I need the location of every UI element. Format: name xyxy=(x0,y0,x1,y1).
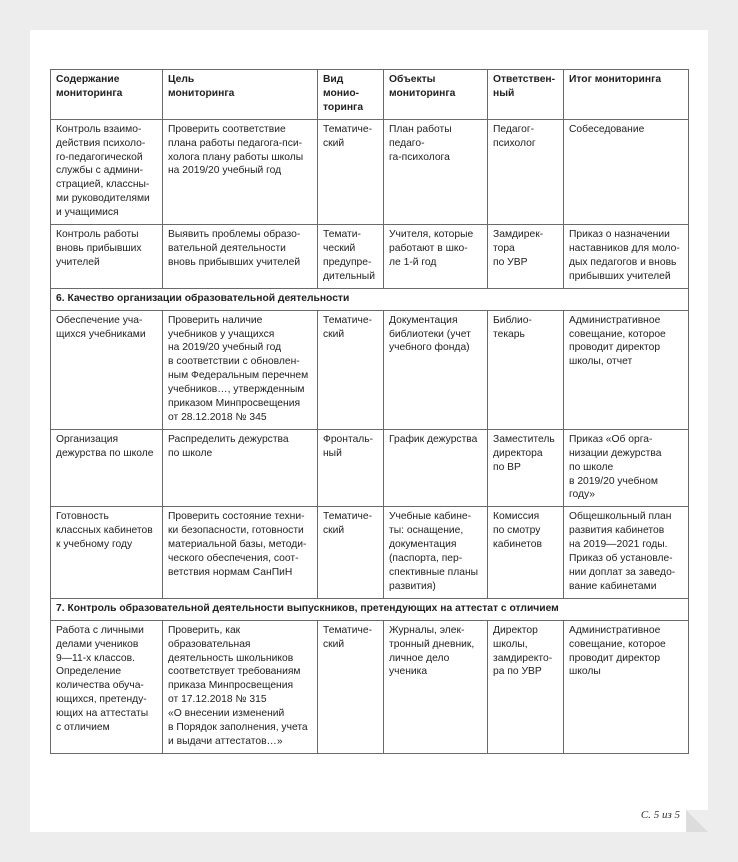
cell-line: дительный xyxy=(323,270,375,282)
header-line: Итог мониторинга xyxy=(569,74,662,85)
cell-line: Библио- xyxy=(493,314,532,326)
header-line: мониторинга xyxy=(168,87,235,99)
header-line: Вид монио- xyxy=(323,74,360,99)
header-line: торинга xyxy=(323,101,364,113)
cell-line: вательной деятельности xyxy=(168,242,286,254)
cell-line: (паспорта, пер- xyxy=(389,553,463,565)
cell-line: Проверить состояние техни- xyxy=(168,511,305,523)
cell-line: вновь прибывших учителей xyxy=(168,256,301,268)
cell-line: школы, xyxy=(493,638,528,650)
cell-objects xyxy=(384,225,488,289)
cell-line: Заместитель xyxy=(493,433,555,445)
cell-line: прибывших учителей xyxy=(569,270,671,282)
cell-line: учебников…, утвержденным xyxy=(168,384,305,396)
cell-line: Административное xyxy=(569,314,661,326)
cell-line: Административное xyxy=(569,624,661,636)
cell-line: в соответствии с обновлен- xyxy=(168,356,300,368)
cell-line: году» xyxy=(569,489,596,501)
table-header-row xyxy=(51,70,689,120)
section-title: 6. Качество организации образовательной деятельности xyxy=(51,288,689,310)
cell-objects xyxy=(384,620,488,753)
cell-responsible xyxy=(488,310,564,429)
cell-line: документация xyxy=(389,539,457,551)
cell-line: деятельность школьников xyxy=(168,652,294,664)
cell-type xyxy=(318,310,384,429)
cell-type xyxy=(318,507,384,598)
cell-line: с отличием xyxy=(56,722,110,734)
cell-line: Готовность xyxy=(56,511,109,523)
table-row xyxy=(51,310,689,429)
cell-line: Приказ «Об орга- xyxy=(569,433,653,445)
cell-result xyxy=(564,429,689,507)
cell-line: ученика xyxy=(389,666,428,678)
cell-line: Тематиче- xyxy=(323,123,373,135)
cell-line: ющихся, претенду- xyxy=(56,694,147,706)
cell-line: Проверить соответствие xyxy=(168,123,286,135)
cell-responsible xyxy=(488,225,564,289)
cell-line: Директор xyxy=(493,624,538,636)
cell-line: ки безопасности, готовности xyxy=(168,525,304,537)
cell-objects xyxy=(384,119,488,224)
cell-line: Тематиче- xyxy=(323,511,373,523)
cell-result xyxy=(564,310,689,429)
cell-content xyxy=(51,429,163,507)
cell-line: ветствия нормам СанПиН xyxy=(168,567,293,578)
cell-line: Тематиче- xyxy=(323,314,373,326)
column-header-result xyxy=(564,70,689,120)
cell-line: предупре- xyxy=(323,256,372,268)
cell-goal xyxy=(163,225,318,289)
header-line: ный xyxy=(493,87,515,99)
cell-line: ле 1-й год xyxy=(389,256,437,268)
cell-line: холога плану работы школы xyxy=(168,151,304,163)
cell-line: психолог xyxy=(493,137,536,149)
cell-line: га-психолога xyxy=(389,151,450,163)
cell-line: и выдачи аттестатов…» xyxy=(168,735,283,747)
cell-type xyxy=(318,620,384,753)
cell-line: учебников у учащихся xyxy=(168,328,275,340)
cell-line: проводит директор xyxy=(569,652,661,664)
column-header-content xyxy=(51,70,163,120)
cell-line: учителей xyxy=(56,256,100,268)
header-line: мониторинга xyxy=(56,87,123,99)
cell-line: Обеспечение уча- xyxy=(56,314,143,326)
cell-goal xyxy=(163,310,318,429)
cell-line: ский xyxy=(323,137,345,149)
cell-line: учебного фонда) xyxy=(389,342,470,354)
cell-line: низации дежурства xyxy=(569,447,662,459)
cell-line: ным Федеральным перечнем xyxy=(168,370,309,382)
cell-content xyxy=(51,310,163,429)
cell-line: Проверить наличие xyxy=(168,314,263,326)
cell-line: страцией, классны- xyxy=(56,179,150,191)
cell-line: делами учеников xyxy=(56,638,139,650)
cell-result xyxy=(564,507,689,598)
cell-line: на 2019/20 учебный год xyxy=(168,165,282,177)
cell-line: директора xyxy=(493,447,543,459)
cell-line: от 28.12.2018 № 345 xyxy=(168,411,267,423)
page-corner-fold xyxy=(686,810,708,832)
cell-type xyxy=(318,119,384,224)
cell-goal xyxy=(163,119,318,224)
cell-line: школы xyxy=(569,666,601,678)
cell-line: плана работы педагога-пси- xyxy=(168,137,303,149)
cell-content xyxy=(51,119,163,224)
cell-result xyxy=(564,620,689,753)
cell-line: работают в шко- xyxy=(389,242,468,254)
header-line: Цель xyxy=(168,74,195,85)
cell-line: Журналы, элек- xyxy=(389,624,465,636)
header-line: Содержание xyxy=(56,74,120,85)
cell-responsible xyxy=(488,429,564,507)
cell-line: ский xyxy=(323,525,345,537)
cell-line: приказом Минпросвещения xyxy=(168,398,301,410)
cell-line: Общешкольный план xyxy=(569,511,672,523)
cell-line: Работа с личными xyxy=(56,624,144,636)
cell-line: по смотру xyxy=(493,525,541,537)
cell-line: Определение xyxy=(56,666,122,678)
cell-line: материальной базы, методи- xyxy=(168,539,307,551)
cell-line: проводит директор xyxy=(569,342,661,354)
cell-line: образовательная xyxy=(168,638,251,650)
table-row xyxy=(51,225,689,289)
cell-line: Педагог- xyxy=(493,123,535,135)
cell-line: библиотеки (учет xyxy=(389,328,471,340)
cell-line: го-педагогической xyxy=(56,151,143,163)
cell-line: наставников для моло- xyxy=(569,242,680,254)
cell-line: ты: оснащение, xyxy=(389,525,464,537)
cell-line: действия психоло- xyxy=(56,137,146,149)
cell-line: по школе xyxy=(168,447,213,459)
cell-line: кабинетов xyxy=(493,539,542,551)
cell-line: Собеседование xyxy=(569,123,645,135)
cell-line: Учителя, которые xyxy=(389,229,474,241)
column-header-type xyxy=(318,70,384,120)
cell-line: тронный дневник, xyxy=(389,638,475,650)
cell-line: замдиректо- xyxy=(493,652,553,664)
cell-responsible xyxy=(488,119,564,224)
cell-content xyxy=(51,225,163,289)
cell-content xyxy=(51,620,163,753)
cell-line: по ВР xyxy=(493,461,521,473)
cell-line: 9—11-х классов. xyxy=(56,652,135,664)
page-number: С. 5 из 5 xyxy=(640,809,680,821)
monitoring-table xyxy=(50,69,689,754)
section-title: 7. Контроль образовательной деятельности выпускников, претендующих на аттестат с отличием xyxy=(51,598,689,620)
cell-line: ский xyxy=(323,638,345,650)
header-line: Ответствен- xyxy=(493,74,556,85)
cell-line: ющих на аттестаты xyxy=(56,708,149,720)
cell-line: Замдирек- xyxy=(493,229,544,241)
cell-line: текарь xyxy=(493,328,525,340)
cell-line: щихся учебниками xyxy=(56,328,146,340)
cell-line: совещание, которое xyxy=(569,638,666,650)
cell-type xyxy=(318,429,384,507)
cell-line: Контроль взаимо- xyxy=(56,123,142,135)
cell-line: ский xyxy=(323,328,345,340)
cell-line: развития кабинетов xyxy=(569,525,665,537)
cell-objects xyxy=(384,310,488,429)
cell-line: Проверить, как xyxy=(168,624,241,636)
header-line: мониторинга xyxy=(389,87,456,99)
cell-line: Темати- xyxy=(323,229,361,241)
cell-line: в 2019/20 учебном xyxy=(569,475,658,487)
column-header-goal xyxy=(163,70,318,120)
cell-line: «О внесении изменений xyxy=(168,708,285,720)
cell-result xyxy=(564,119,689,224)
cell-line: на 2019—2021 годы. xyxy=(569,539,668,551)
table-row xyxy=(51,507,689,598)
cell-line: от 17.12.2018 № 315 xyxy=(168,694,267,706)
cell-line: Документация xyxy=(389,314,458,326)
cell-goal xyxy=(163,429,318,507)
cell-line: вание кабинетами xyxy=(569,580,657,592)
cell-line: совещание, которое xyxy=(569,328,666,340)
cell-line: и учащимися xyxy=(56,207,119,219)
cell-line: Приказ о назначении xyxy=(569,229,670,241)
cell-objects xyxy=(384,429,488,507)
section-row xyxy=(51,288,689,310)
cell-line: развития) xyxy=(389,580,436,592)
table-row xyxy=(51,119,689,224)
table-row xyxy=(51,429,689,507)
cell-line: Организация xyxy=(56,433,119,445)
column-header-responsible xyxy=(488,70,564,120)
cell-line: количества обуча- xyxy=(56,680,144,692)
document-page xyxy=(30,30,708,832)
cell-line: службы с админи- xyxy=(56,165,144,177)
cell-responsible xyxy=(488,620,564,753)
cell-line: классных кабинетов xyxy=(56,525,153,537)
column-header-objects xyxy=(384,70,488,120)
cell-line: Распределить дежурства xyxy=(168,433,289,445)
cell-line: спективные планы xyxy=(389,567,479,578)
cell-line: вновь прибывших xyxy=(56,242,142,254)
cell-line: Приказ об установле- xyxy=(569,553,673,565)
header-line: Объекты xyxy=(389,74,436,85)
cell-line: ра по УВР xyxy=(493,666,542,678)
cell-line: дежурства по школе xyxy=(56,447,154,459)
cell-line: нии доплат за заведо- xyxy=(569,567,676,578)
cell-line: ми руководителями xyxy=(56,193,150,205)
cell-line: на 2019/20 учебный год xyxy=(168,342,282,354)
table-body xyxy=(51,119,689,753)
cell-line: приказа Минпросвещения xyxy=(168,680,294,692)
cell-line: по школе xyxy=(569,461,614,473)
cell-line: ческий xyxy=(323,242,356,254)
cell-line: Комиссия xyxy=(493,511,540,523)
cell-objects xyxy=(384,507,488,598)
cell-line: Выявить проблемы образо- xyxy=(168,229,301,241)
section-row xyxy=(51,598,689,620)
cell-line: по УВР xyxy=(493,256,528,268)
cell-line: Фронталь- xyxy=(323,433,374,445)
cell-line: дых педагогов и вновь xyxy=(569,256,677,268)
cell-responsible xyxy=(488,507,564,598)
cell-line: в Порядок заполнения, учета xyxy=(168,722,308,734)
cell-line: соответствует требованиям xyxy=(168,666,301,678)
cell-type xyxy=(318,225,384,289)
cell-line: Учебные кабине- xyxy=(389,511,472,523)
cell-result xyxy=(564,225,689,289)
cell-line: График дежурства xyxy=(389,433,478,445)
cell-line: к учебному году xyxy=(56,539,133,551)
cell-line: личное дело xyxy=(389,652,450,664)
cell-goal xyxy=(163,620,318,753)
cell-line: тора xyxy=(493,242,515,254)
cell-content xyxy=(51,507,163,598)
cell-line: ный xyxy=(323,447,342,459)
table-row xyxy=(51,620,689,753)
cell-line: План работы педаго- xyxy=(389,123,452,149)
cell-line: школы, отчет xyxy=(569,356,633,368)
cell-goal xyxy=(163,507,318,598)
cell-line: Тематиче- xyxy=(323,624,373,636)
cell-line: ческого обеспечения, соот- xyxy=(168,553,299,565)
cell-line: Контроль работы xyxy=(56,229,139,241)
